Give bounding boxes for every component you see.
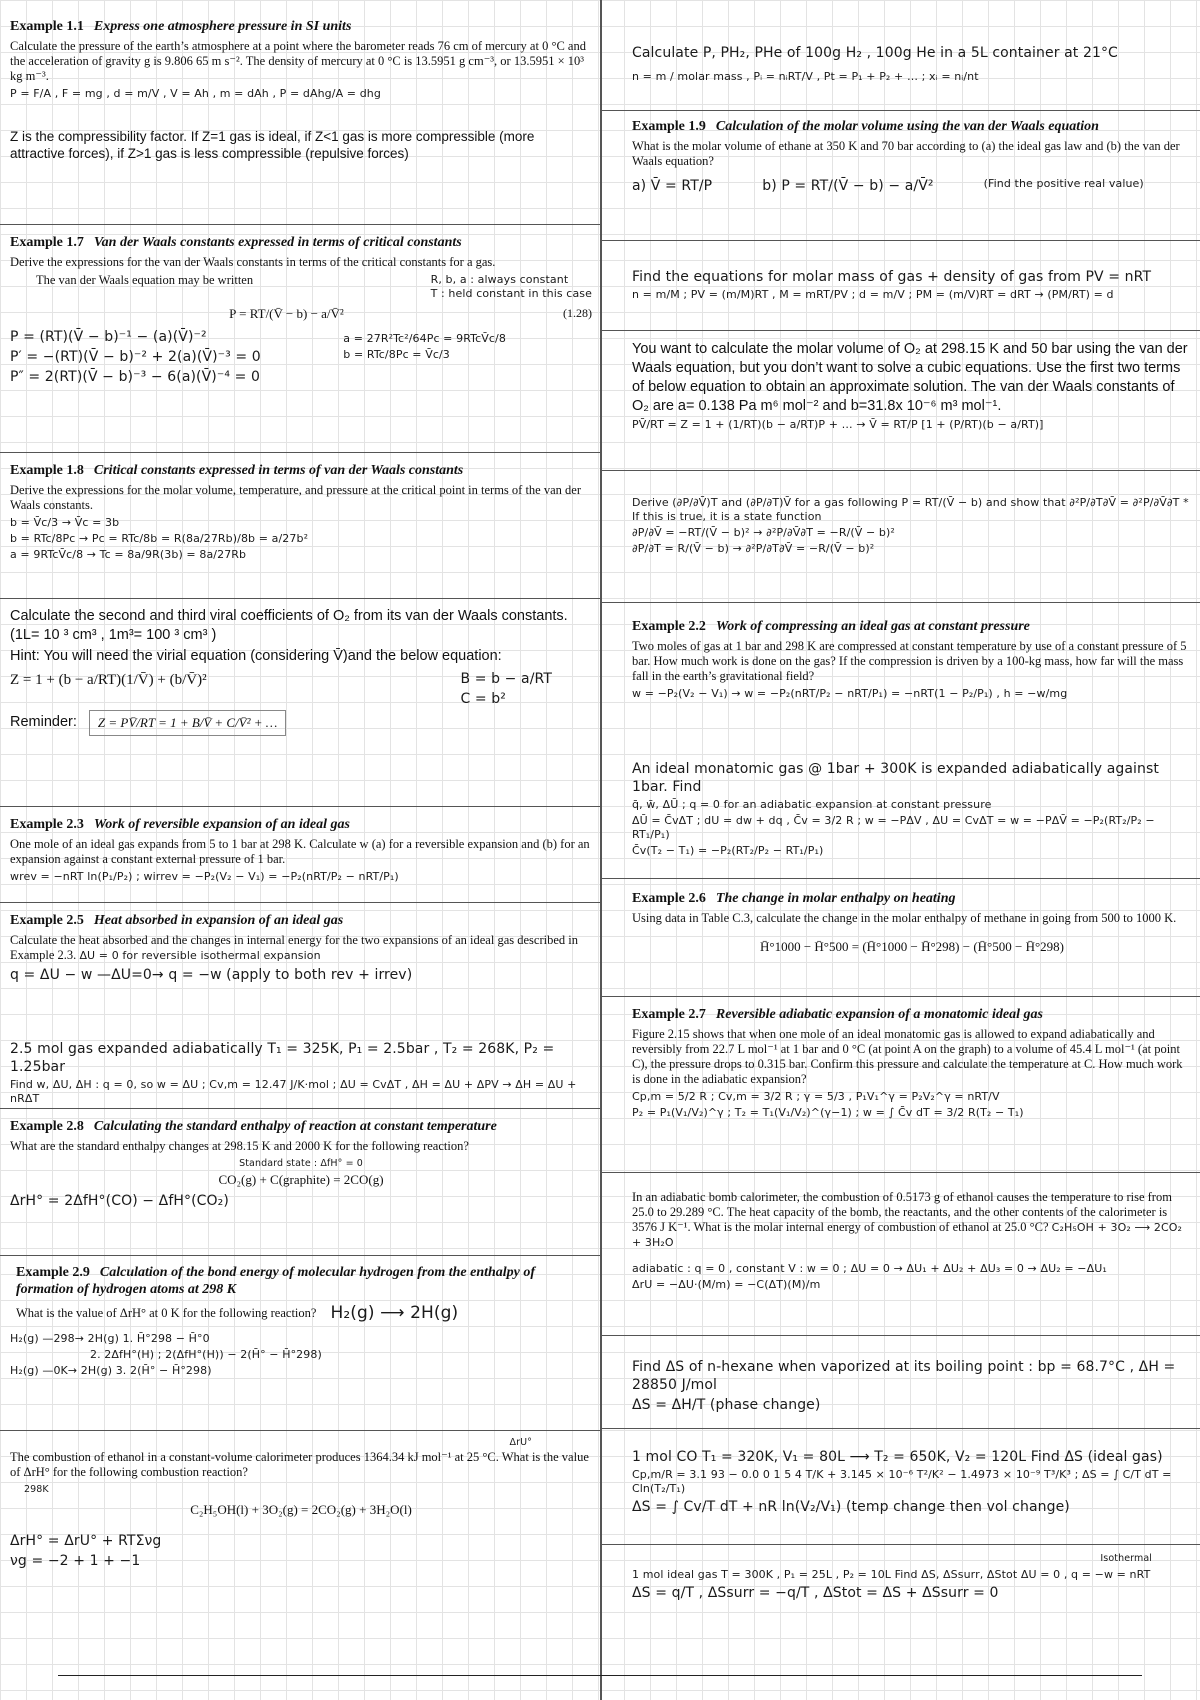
- partial-pressure-problem: [602, 38, 1200, 98]
- problem-text: Two moles of gas at 1 bar and 298 K are compressed at constant temperature by use of a constant pressure of 5 bar. How much work is done on the gas? If the compression is driven by a 100-kg mass, how far will the mass fall in the earth’s gravitational field?: [632, 639, 1187, 683]
- handwritten-step: b = RTc/8Pc → Pc = RTc/8b = R(8a/27Rb)/8b = a/27b²: [10, 532, 309, 545]
- handwritten-step: Cp,m/R = 3.1 93 − 0.0 0 1 5 4 T/K + 3.145 × 10⁻⁶ T²/K² − 1.4973 × 10⁻⁹ T³/K³ ; ΔS = ∫ C/T dT = Cln(T₂/T₁): [632, 1468, 1172, 1495]
- divider: [602, 1428, 1200, 1429]
- ethanol-combustion-problem: [0, 1432, 600, 1582]
- handwritten-step: P′ = −(RT)(V̄ − b)⁻² + 2(a)(V̄)⁻³ = 0: [10, 349, 261, 365]
- handwritten-note: C = b²: [460, 691, 506, 707]
- handwritten-problem: Find ΔS of n-hexane when vaporized at its boiling point : bp = 68.7°C , ΔH = 28850 J/mol: [632, 1359, 1176, 1393]
- derivative-problem: [602, 490, 1200, 588]
- example-2-2: [602, 614, 1200, 724]
- handwritten-reaction: H₂(g) ⟶ 2H(g): [330, 1303, 459, 1323]
- handwritten-step: ∂P/∂T = R/(V̄ − b) → ∂²P/∂T∂V̄ = −R/(V̄ − b)²: [632, 542, 875, 555]
- handwritten-problem: 2.5 mol gas expanded adiabatically T₁ = 325K, P₁ = 2.5bar , T₂ = 268K, P₂ = 1.25bar: [10, 1041, 555, 1075]
- example-1-8: [0, 458, 600, 593]
- isothermal-entropy-problem: [602, 1548, 1200, 1628]
- example-1-7: [0, 230, 600, 445]
- handwritten-step: ΔS = ΔH/T (phase change): [632, 1397, 821, 1413]
- handwritten-step: ΔŪ = C̄vΔT ; dU = dw + dq , C̄v = 3/2 R ; w = −PΔV , ΔU = CvΔT = w = −PΔV̄ = −P₂(RT₂/P₂ − RT₁/P₁): [632, 814, 1155, 841]
- problem-text: Calculate the pressure of the earth’s atmosphere at a point where the barometer reads 76 cm of mercury at 0 °C and the acceleration of gravity g is 9.806 65 m s⁻². The density of mercury at 0 °C is 13.5951 g cm⁻³, or 13.5951 × 10³ kg m⁻³.: [10, 39, 586, 83]
- example-1-9: [602, 114, 1200, 234]
- compressibility-note: [0, 124, 600, 174]
- example-title: Van der Waals constants expressed in terms of critical constants: [93, 235, 462, 250]
- handwritten-step: ∂P/∂V̄ = −RT/(V̄ − b)² → ∂²P/∂V̄∂T = −R/(V̄ − b)²: [632, 526, 895, 539]
- example-2-7: [602, 1002, 1200, 1152]
- virial-equation: Z = 1 + (b − a/RT)(1/V̄) + (b/V̄)²: [10, 672, 207, 688]
- handwritten-step: adiabatic : q = 0 , constant V : w = 0 ; ΔU = 0 → ΔU₁ + ΔU₂ + ΔU₃ = 0 → ΔU₂ = −ΔU₁: [632, 1262, 1107, 1275]
- problem-text: The combustion of ethanol in a constant-volume calorimeter produces 1364.34 kJ mol⁻¹ at 25 °C. What is the value of ΔrH° for the following combustion reaction?: [10, 1450, 589, 1479]
- handwritten-annotation: Standard state : ΔfH° = 0: [239, 1158, 363, 1169]
- lead-text: The van der Waals equation may be written: [36, 273, 254, 287]
- handwritten-step: 2. 2ΔfH°(H) ; 2(ΔfH°(H)) − 2(H̄° − H̄°298): [90, 1348, 322, 1361]
- problem-text: Calculate the second and third viral coefficients of O₂ from its van der Waals constants. (1L= 10 ³ cm³ , 1m³= 100 ³ cm³ ): [10, 608, 568, 643]
- handwritten-problem: 1 mol ideal gas T = 300K , P₁ = 25L , P₂ = 10L Find ΔS, ΔSsurr, ΔStot ΔU = 0 , q = −w = nRT: [632, 1568, 1151, 1581]
- reaction-equation: C₂H₅OH(l) + 3O₂(g) = 2CO₂(g) + 3H₂O(l): [190, 1502, 412, 1517]
- hint-text: Hint: You will need the virial equation (considering V̄)and the below equation:: [10, 648, 502, 664]
- handwritten-note: PV̄/RT = Z = 1 + (1/RT)(b − a/RT)P + … → V̄ = RT/P [1 + (P/RT)(b − a/RT)]: [632, 418, 1044, 431]
- problem-text: One mole of an ideal gas expands from 5 to 1 bar at 298 K. Calculate w (a) for a reversible expansion and (b) for an expansion against a constant external pressure of 1 bar.: [10, 837, 590, 866]
- bomb-calorimeter-problem: [602, 1186, 1200, 1326]
- handwritten-note: wrev = −nRT ln(P₁/P₂) ; wirrev = −P₂(V₂ − V₁) = −P₂(nRT/P₂ − nRT/P₁): [10, 870, 399, 883]
- divider: [602, 878, 1200, 879]
- example-number: Example 1.1: [10, 19, 84, 34]
- example-1-1: [0, 14, 600, 124]
- handwritten-step: Cp,m = 5/2 R ; Cv,m = 3/2 R ; γ = 5/3 , P₁V₁^γ = P₂V₂^γ = nRT/V: [632, 1090, 1000, 1103]
- handwritten-step: P₂ = P₁(V₁/V₂)^γ ; T₂ = T₁(V₁/V₂)^(γ−1) ; w = ∫ C̄v dT = 3/2 R(T₂ − T₁): [632, 1106, 1024, 1119]
- problem-text: Derive the expressions for the van der Waals constants in terms of the critical constants for a gas.: [10, 255, 496, 269]
- reminder-label: Reminder:: [10, 713, 77, 730]
- handwritten-note: P = F/A , F = mg , d = m/V , V = Ah , m = dAh , P = dAhg/A = dhg: [10, 87, 381, 100]
- problem-text: What are the standard enthalpy changes at 298.15 K and 2000 K for the following reaction?: [10, 1139, 469, 1153]
- divider: [0, 452, 600, 453]
- divider: [0, 1108, 600, 1109]
- handwritten-step: νg = −2 + 1 + −1: [10, 1553, 141, 1569]
- entropy-vaporization-problem: [602, 1352, 1200, 1422]
- handwritten-step: n = m/M ; PV = (m/M)RT , M = mRT/PV ; d = m/V ; PM = (m/V)RT = dRT → (PM/RT) = d: [632, 288, 1114, 301]
- problem-text: You want to calculate the molar volume of O₂ at 298.15 K and 50 bar using the van der Waals equation, but you don’t want to solve a cubic equations. Use the first two terms of below equation to obtain an approximate solution. The van der Waals constants of O₂ are a= 0.138 Pa m⁶ mol⁻² and b=31.8x 10⁻⁶ m³ mol⁻¹.: [632, 341, 1188, 414]
- divider: [602, 470, 1200, 471]
- example-2-8: [0, 1114, 600, 1239]
- handwritten-step: ΔS = q/T , ΔSsurr = −q/T , ΔStot = ΔS + ΔSsurr = 0: [632, 1585, 999, 1601]
- example-number: Example 2.3: [10, 817, 84, 832]
- example-number: Example 2.6: [632, 891, 706, 906]
- handwritten-step: Find w, ΔU, ΔH : q = 0, so w = ΔU ; Cv,m = 12.47 J/K·mol ; ΔU = CvΔT , ΔH = ΔU + ΔPV → ΔH = ΔU + nRΔT: [10, 1078, 577, 1105]
- enthalpy-equation: H̄°1000 − H̄°500 = (H̄°1000 − H̄°298) − (H̄°500 − H̄°298): [760, 939, 1064, 954]
- handwritten-result: b = RTc/8Pc = V̄c/3: [343, 348, 450, 361]
- handwritten-step: a = 9RTcV̄c/8 → Tc = 8a/9R(3b) = 8a/27Rb: [10, 548, 247, 561]
- compressibility-text: Z is the compressibility factor. If Z=1 gas is ideal, if Z<1 gas is more compressible (more attractive forces), if Z>1 gas is less compressible (repulsive forces): [10, 129, 535, 161]
- adiabatic-expansion-problem: [0, 1034, 600, 1105]
- handwritten-step: ΔS = ∫ Cv/T dT + nR ln(V₂/V₁) (temp change then vol change): [632, 1499, 1070, 1515]
- divider: [602, 110, 1200, 111]
- reminder-equation-box: Z = PV̄/RT = 1 + B/V̄ + C/V̄² + …: [89, 710, 286, 736]
- divider: [602, 240, 1200, 241]
- example-title: Express one atmosphere pressure in SI units: [93, 19, 352, 34]
- handwritten-note: B = b − a/RT: [460, 671, 552, 687]
- example-number: Example 2.7: [632, 1007, 706, 1022]
- side-note: T : held constant in this case: [430, 287, 592, 300]
- example-title: Work of reversible expansion of an ideal gas: [93, 817, 350, 832]
- divider: [0, 1255, 600, 1256]
- oxygen-molar-volume-problem: [602, 336, 1200, 466]
- reaction-equation: CO₂(g) + C(graphite) = 2CO(g): [218, 1172, 384, 1187]
- page-bottom-rule: [58, 1675, 1142, 1676]
- handwritten-reaction: C₂H₅OH + 3O₂ ⟶ 2CO₂ + 3H₂O: [632, 1221, 1183, 1249]
- problem-text: In an adiabatic bomb calorimeter, the combustion of 0.5173 g of ethanol causes the temperature to rise from 25.0 to 29.289 °C. The heat capacity of the bomb, the reactants, and the other contents of the calorimeter is 3576 J K⁻¹. What is the molar internal energy of combustion of ethanol at 25.0 °C?: [632, 1190, 1172, 1234]
- equation: P = RT/(V̄ − b) − a/V̄²: [229, 306, 344, 321]
- handwritten-step: H₂(g) —298→ 2H(g) 1. H̄°298 − H̄°0: [10, 1332, 210, 1345]
- handwritten-note: ΔrH° = 2ΔfH°(CO) − ΔfH°(CO₂): [10, 1193, 229, 1209]
- divider: [602, 1172, 1200, 1173]
- divider: [0, 598, 600, 599]
- example-2-9: [0, 1260, 600, 1425]
- handwritten-problem: 1 mol CO T₁ = 320K, V₁ = 80L ⟶ T₂ = 650K, V₂ = 120L Find ΔS (ideal gas): [632, 1449, 1163, 1465]
- example-title: Calculation of the bond energy of molecular hydrogen from the enthalpy of formation of hydrogen atoms at 298 K: [16, 1265, 536, 1297]
- molar-mass-problem: [602, 262, 1200, 326]
- handwritten-note: w = −P₂(V₂ − V₁) → w = −P₂(nRT/P₂ − nRT/P₁) = −nRT(1 − P₂/P₁) , h = −w/mg: [632, 687, 1068, 700]
- example-number: Example 2.8: [10, 1119, 84, 1134]
- problem-text: Derive the expressions for the molar volume, temperature, and pressure at the critical point in terms of the van der Waals constants.: [10, 483, 581, 512]
- handwritten-problem: Derive (∂P/∂V̄)T and (∂P/∂T)V̄ for a gas following P = RT/(V̄ − b) and show that ∂²P/∂T∂V̄ = ∂²P/∂V̄∂T * If this is true, it is a state function: [632, 496, 1189, 523]
- example-number: Example 1.9: [632, 119, 706, 134]
- divider: [0, 1430, 600, 1431]
- problem-text: Calculate the heat absorbed and the changes in internal energy for the two expansions of an ideal gas described in Example 2.3.: [10, 933, 578, 962]
- problem-text: What is the value of ΔrH° at 0 K for the following reaction?: [16, 1305, 317, 1320]
- handwritten-step: P = (RT)(V̄ − b)⁻¹ − (a)(V̄)⁻²: [10, 329, 207, 345]
- divider: [602, 1335, 1200, 1336]
- example-title: Reversible adiabatic expansion of a monatomic ideal gas: [715, 1007, 1043, 1022]
- example-title: The change in molar enthalpy on heating: [715, 891, 956, 906]
- example-title: Critical constants expressed in terms of van der Waals constants: [93, 463, 464, 478]
- equation-number: (1.28): [563, 306, 592, 320]
- handwritten-step: n = m / molar mass , Pᵢ = nᵢRT/V , Pt = P₁ + P₂ + … ; xᵢ = nᵢ/nt: [632, 70, 979, 83]
- handwritten-problem: An ideal monatomic gas @ 1bar + 300K is expanded adiabatically against 1bar. Find: [632, 761, 1159, 795]
- handwritten-annotation: Isothermal: [1100, 1553, 1152, 1564]
- example-title: Calculating the standard enthalpy of reaction at constant temperature: [93, 1119, 497, 1134]
- handwritten-problem: Calculate P, PH₂, PHe of 100g H₂ , 100g He in a 5L container at 21°C: [632, 45, 1118, 61]
- handwritten-step: ΔrU = −ΔU·(M/m) = −C(ΔT)(M)/m: [632, 1278, 821, 1291]
- handwritten-step: b = V̄c/3 → V̄c = 3b: [10, 516, 120, 529]
- handwritten-answer-b: b) P = RT/(V̄ − b) − a/V̄²: [762, 178, 934, 194]
- divider: [602, 602, 1200, 603]
- handwritten-note: q = ΔU − w —ΔU=0→ q = −w (apply to both rev + irrev): [10, 967, 413, 983]
- example-title: Calculation of the molar volume using the van der Waals equation: [715, 119, 1099, 134]
- example-title: Work of compressing an ideal gas at constant pressure: [715, 619, 1030, 634]
- handwritten-hint: (Find the positive real value): [983, 177, 1144, 190]
- handwritten-step: H₂(g) —0K→ 2H(g) 3. 2(H̄° − H̄°298): [10, 1364, 212, 1377]
- example-2-3: [0, 812, 600, 897]
- virial-coefficients-problem: [0, 603, 600, 803]
- handwritten-annotation: 298K: [24, 1484, 49, 1495]
- divider: [602, 330, 1200, 331]
- handwritten-inline: ΔU = 0 for reversible isothermal expansion: [79, 949, 321, 962]
- monatomic-expansion-problem: [602, 754, 1200, 864]
- example-number: Example 1.7: [10, 235, 84, 250]
- handwritten-result: a = 27R²Tc²/64Pc = 9RTcV̄c/8: [343, 332, 506, 345]
- handwritten-step: q̄, w̄, ΔŪ ; q = 0 for an adiabatic expansion at constant pressure: [632, 798, 992, 811]
- example-2-5: [0, 908, 600, 1013]
- handwritten-step: C̄v(T₂ − T₁) = −P₂(RT₂/P₂ − RT₁/P₁): [632, 844, 824, 857]
- side-note: R, b, a : always constant: [430, 273, 569, 286]
- example-number: Example 1.8: [10, 463, 84, 478]
- handwritten-step: ΔrH° = ΔrU° + RTΣνg: [10, 1533, 162, 1549]
- problem-text: Figure 2.15 shows that when one mole of an ideal monatomic gas is allowed to expand adiabatically and reversibly from 22.7 L mol⁻¹ at 1 bar and 0 °C (at point A on the graph) to a volume of 45.4 L mol⁻¹ (at point C), the pressure drops to 0.315 bar. Confirm this pressure and calculate the temperature at C. How much work is done in the adiabatic expansion?: [632, 1027, 1183, 1086]
- handwritten-annotation: ΔrU°: [509, 1437, 532, 1448]
- right-column: [600, 0, 1200, 1700]
- example-title: Heat absorbed in expansion of an ideal gas: [93, 913, 344, 928]
- example-2-6: [602, 886, 1200, 986]
- handwritten-step: P″ = 2(RT)(V̄ − b)⁻³ − 6(a)(V̄)⁻⁴ = 0: [10, 369, 260, 385]
- divider: [0, 806, 600, 807]
- handwritten-answer-a: a) V̄ = RT/P: [632, 178, 713, 194]
- divider: [602, 996, 1200, 997]
- divider: [0, 224, 600, 225]
- problem-text: What is the molar volume of ethane at 350 K and 70 bar according to (a) the ideal gas law and (b) the van der Waals equation?: [632, 139, 1180, 168]
- example-number: Example 2.2: [632, 619, 706, 634]
- divider: [0, 902, 600, 903]
- problem-text: Using data in Table C.3, calculate the change in the molar enthalpy of methane in going from 500 to 1000 K.: [632, 911, 1177, 925]
- handwritten-problem: Find the equations for molar mass of gas + density of gas from PV = nRT: [632, 269, 1152, 285]
- entropy-ideal-gas-problem: [602, 1442, 1200, 1536]
- example-number: Example 2.9: [16, 1265, 90, 1280]
- example-number: Example 2.5: [10, 913, 84, 928]
- divider: [602, 1544, 1200, 1545]
